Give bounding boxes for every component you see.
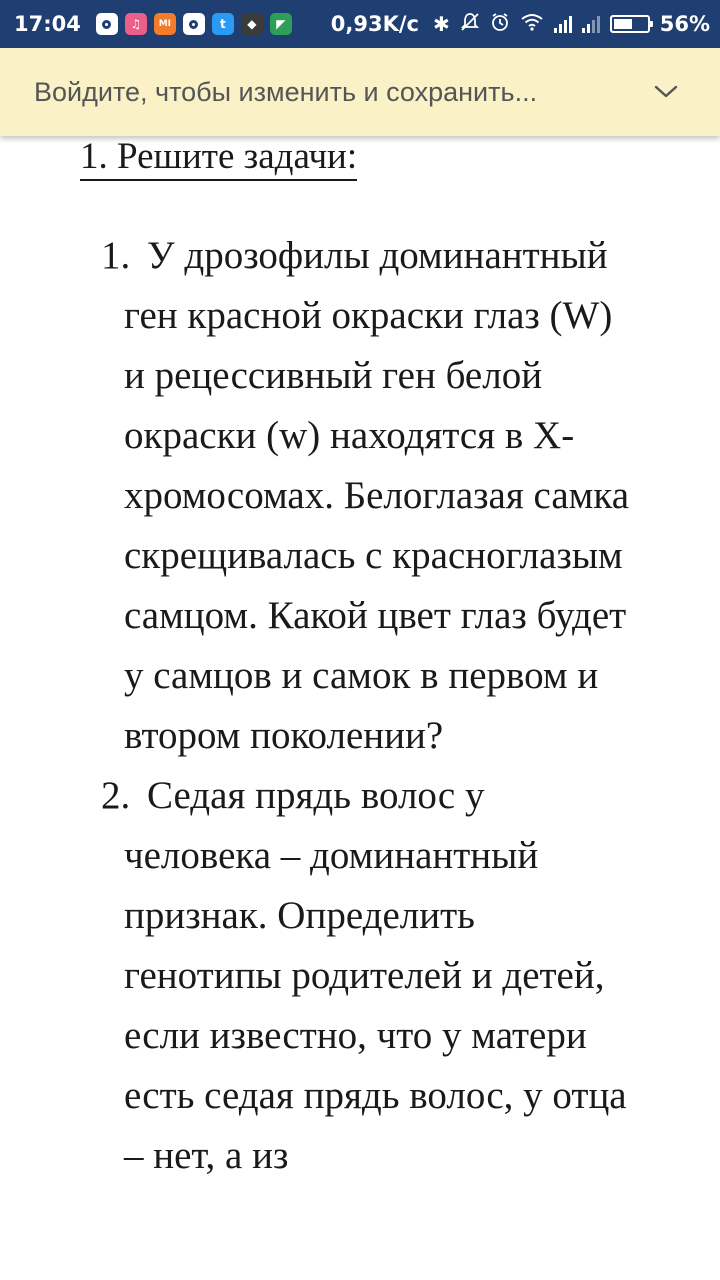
battery-percent: 56% <box>659 12 710 36</box>
music-icon: ♫ <box>125 13 147 35</box>
task-item <box>0 766 720 1186</box>
twitter-icon: t <box>212 13 234 35</box>
mute-icon <box>460 12 480 37</box>
bluetooth-icon: ✱ <box>432 12 450 36</box>
document-view[interactable] <box>0 136 720 1280</box>
camera-icon <box>96 13 118 35</box>
task-text: У дрозофилы доминантный ген красной окраски глаз (W) и рецессивный ген белой окраски (w) находятся в X-хромосомах. Белоглазая самка скрещивалась с красноглазым самцом. Какой цвет глаз будет у самцов и самок в первом и втором поколении? <box>124 234 630 757</box>
battery-fill <box>614 19 632 29</box>
chevron-down-icon[interactable] <box>646 72 686 112</box>
status-bar <box>0 0 720 48</box>
status-bar-right <box>331 12 710 37</box>
task-text: Седая прядь волос у человека – доминантный признак. Определить генотипы родителей и детей, если известно, что у матери есть седая прядь волос, у отца – нет, а из <box>124 774 627 1177</box>
sign-in-banner[interactable] <box>0 48 720 136</box>
signal-icon <box>554 15 572 33</box>
maps-icon: ◤ <box>270 13 292 35</box>
heading-text: Решите задачи: <box>117 136 358 177</box>
alarm-icon <box>490 12 510 37</box>
task-list <box>0 226 720 1186</box>
task-number: 2. <box>101 774 131 817</box>
mi-icon: MI <box>154 13 176 35</box>
status-time: 17:04 <box>14 12 81 36</box>
sign-in-banner-text: Войдите, чтобы изменить и сохранить... <box>34 76 538 107</box>
signal-icon <box>582 15 600 33</box>
heading-number: 1. <box>80 136 108 177</box>
battery-icon <box>610 15 650 33</box>
section-heading <box>80 136 357 181</box>
task-item <box>0 226 720 766</box>
camera-icon <box>183 13 205 35</box>
wifi-icon <box>520 12 544 36</box>
status-bar-left <box>14 12 292 36</box>
task-number: 1. <box>101 234 131 277</box>
network-speed: 0,93K/с <box>330 12 419 36</box>
batman-icon: ◆ <box>241 13 263 35</box>
